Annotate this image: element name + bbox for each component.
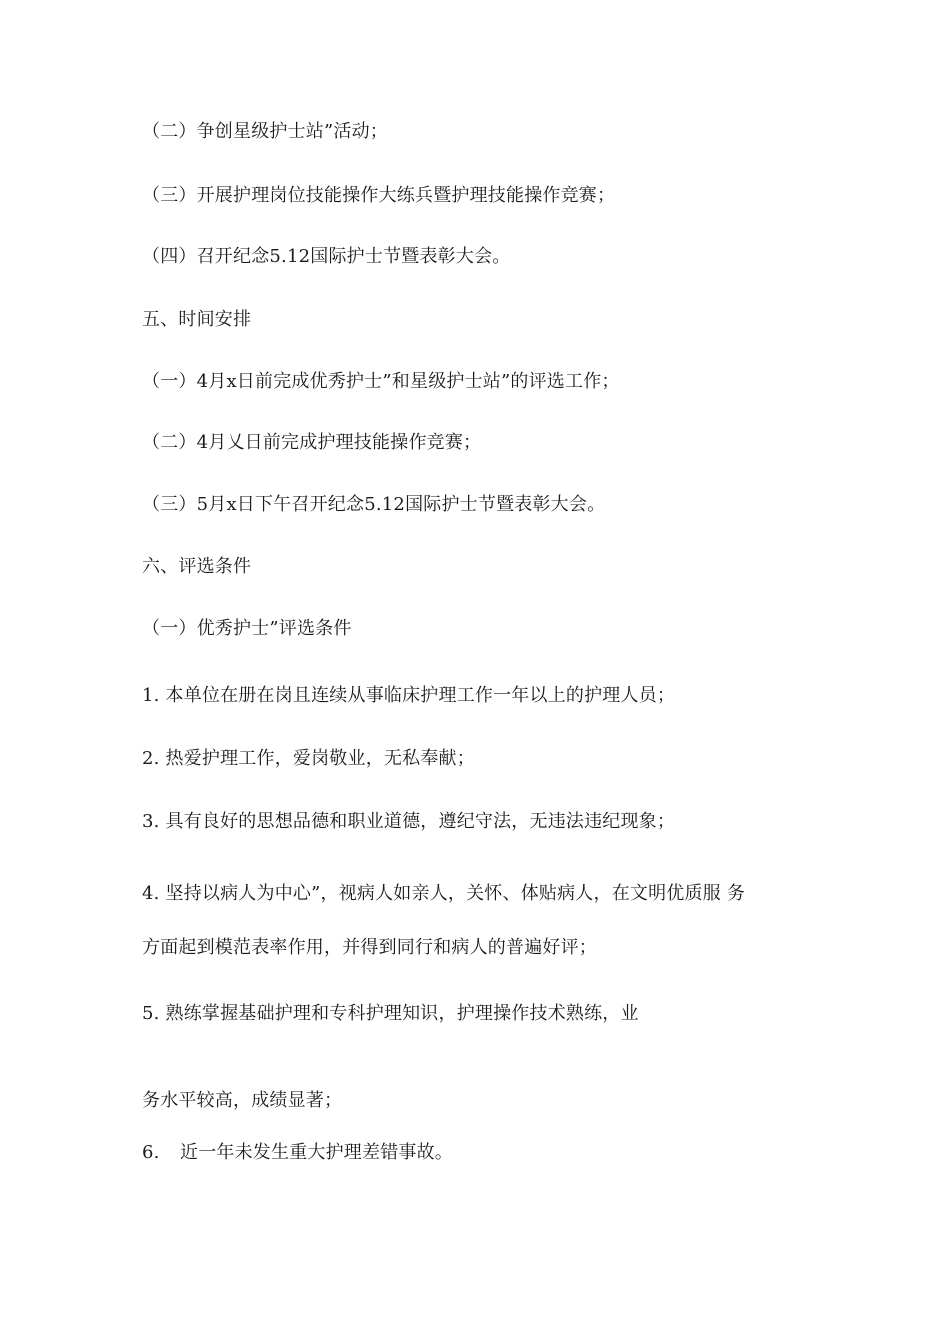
criteria-item-6-number: 6.: [142, 1142, 160, 1163]
list-item-schedule-2: （二）4月乂日前完成护理技能操作竞赛；: [142, 432, 482, 453]
list-item-schedule-1: （一）4月x日前完成优秀护士”和星级护士站”的评选工作；: [142, 371, 620, 392]
criteria-item-6: [142, 1141, 453, 1165]
criteria-item-1: 1. 本单位在册在岗且连续从事临床护理工作一年以上的护理人员；: [142, 685, 676, 706]
criteria-item-5-line-2: 务水平较高，成绩显著；: [142, 1090, 343, 1111]
criteria-item-4-line-2: 方面起到模范表率作用，并得到同行和病人的普遍好评；: [142, 937, 597, 958]
section-heading-criteria: 六、评选条件: [142, 556, 252, 577]
subsection-heading-nurse-criteria: （一）优秀护士”评选条件: [142, 618, 352, 639]
list-item-activity-4: （四）召开纪念5.12国际护士节暨表彰大会。: [142, 246, 511, 267]
criteria-item-3: 3. 具有良好的思想品德和职业道德，遵纪守法，无违法违纪现象；: [142, 811, 676, 832]
list-item-activity-3: （三）开展护理岗位技能操作大练兵暨护理技能操作竞赛；: [142, 185, 616, 206]
section-heading-schedule: 五、时间安排: [142, 309, 252, 330]
criteria-item-2: 2. 热爱护理工作，爱岗敬业，无私奉献；: [142, 748, 475, 769]
criteria-item-6-text: 近一年未发生重大护理差错事故。: [180, 1142, 453, 1163]
list-item-schedule-3: （三）5月x日下午召开纪念5.12国际护士节暨表彰大会。: [142, 494, 606, 515]
criteria-item-4-line-1: 4. 坚持以病人为中心”，视病人如亲人，关怀、体贴病人，在文明优质服 务: [142, 883, 746, 904]
criteria-item-5-line-1: 5. 熟练掌握基础护理和专科护理知识，护理操作技术熟练，业: [142, 1003, 639, 1024]
list-item-activity-2: （二）争创星级护士站”活动；: [142, 121, 389, 142]
